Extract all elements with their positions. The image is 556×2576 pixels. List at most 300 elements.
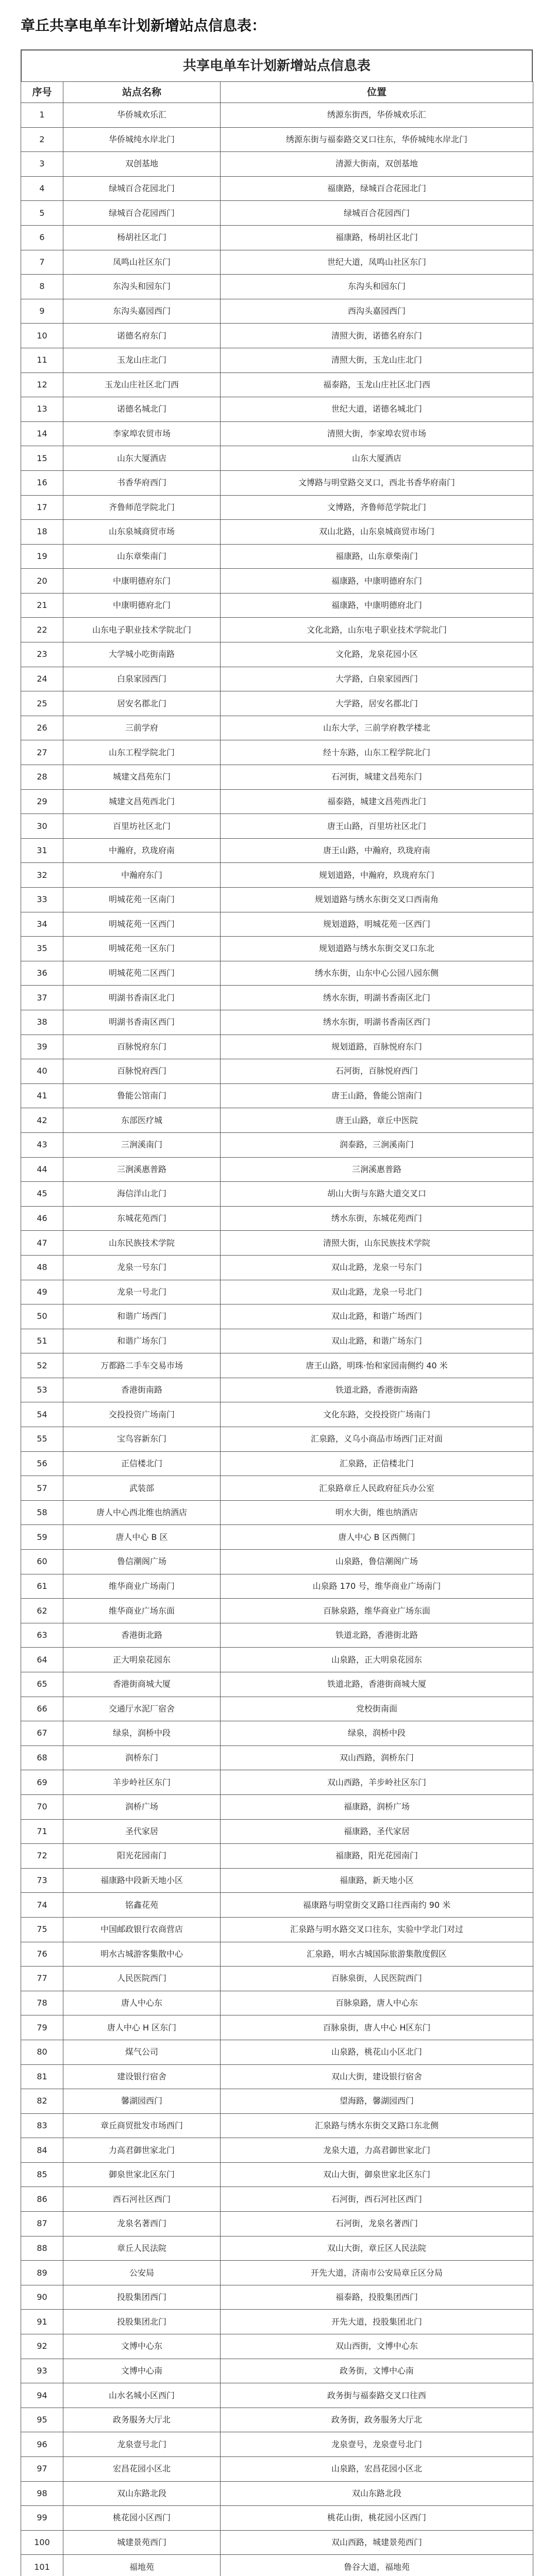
cell-index: 86 <box>21 2187 63 2212</box>
cell-location: 福康路，杨胡社区北门 <box>221 225 533 250</box>
table-row <box>21 1525 533 1550</box>
table-row <box>21 2064 533 2089</box>
cell-index: 52 <box>21 1353 63 1378</box>
cell-location: 百脉泉街，唐人中心 H区东门 <box>221 2015 533 2040</box>
cell-station-name: 东城花苑西门 <box>63 1206 221 1231</box>
cell-station-name: 东部医疗城 <box>63 1108 221 1133</box>
table-row <box>21 2310 533 2334</box>
cell-station-name: 中瀚府，玖珑府南 <box>63 838 221 863</box>
cell-index: 95 <box>21 2408 63 2432</box>
cell-station-name: 中瀚府东门 <box>63 863 221 888</box>
cell-index: 24 <box>21 667 63 691</box>
table-row <box>21 2212 533 2236</box>
station-table <box>21 81 533 2576</box>
cell-index: 60 <box>21 1550 63 1574</box>
table-row <box>21 1427 533 1452</box>
cell-station-name: 居安名郡北门 <box>63 691 221 716</box>
cell-station-name: 维华商业广场南门 <box>63 1574 221 1599</box>
table-row <box>21 863 533 888</box>
table-row <box>21 250 533 275</box>
cell-location: 规划道路与绣水东街交叉口东北 <box>221 937 533 961</box>
cell-index: 19 <box>21 544 63 569</box>
cell-index: 92 <box>21 2334 63 2359</box>
cell-location: 绿城百合花园西门 <box>221 201 533 226</box>
cell-index: 17 <box>21 495 63 520</box>
cell-station-name: 凤鸣山社区东门 <box>63 250 221 275</box>
cell-location: 大学路，白泉家园西门 <box>221 667 533 691</box>
cell-index: 31 <box>21 838 63 863</box>
cell-location: 唐王山路，中瀚府，玖珑府南 <box>221 838 533 863</box>
cell-location: 百脉泉路，维华商业广场东面 <box>221 1599 533 1623</box>
table-row <box>21 1770 533 1795</box>
cell-station-name: 圣代家居 <box>63 1819 221 1844</box>
cell-station-name: 百脉悦府西门 <box>63 1059 221 1084</box>
table-row <box>21 1157 533 1182</box>
table-row <box>21 667 533 691</box>
cell-location: 西沟头嘉园西门 <box>221 299 533 324</box>
cell-location: 文化北路，山东电子职业技术学院北门 <box>221 618 533 642</box>
cell-station-name: 煤气公司 <box>63 2040 221 2064</box>
cell-station-name: 唐人中心东 <box>63 1991 221 2015</box>
cell-station-name: 铭鑫花苑 <box>63 1893 221 1918</box>
cell-location: 百脉泉路，唐人中心东 <box>221 1991 533 2015</box>
cell-index: 75 <box>21 1917 63 1942</box>
cell-location: 龙泉大道，力高君御世家北门 <box>221 2138 533 2163</box>
table-row <box>21 1942 533 1967</box>
table-row <box>21 1451 533 1476</box>
cell-index: 26 <box>21 716 63 740</box>
cell-station-name: 唐人中心 B 区 <box>63 1525 221 1550</box>
cell-station-name: 城建文昌苑东门 <box>63 765 221 790</box>
cell-location: 东沟头和园东门 <box>221 275 533 299</box>
table-row <box>21 1206 533 1231</box>
cell-station-name: 大学城小吃街南路 <box>63 642 221 667</box>
cell-location: 双山北路，龙泉一号北门 <box>221 1280 533 1304</box>
table-row <box>21 789 533 814</box>
cell-location: 双山西路，城建景苑西门 <box>221 2530 533 2555</box>
cell-index: 58 <box>21 1500 63 1525</box>
table-row <box>21 740 533 765</box>
cell-station-name: 阳光花园南门 <box>63 1844 221 1869</box>
cell-index: 49 <box>21 1280 63 1304</box>
cell-location: 清照大街，诺德名府东门 <box>221 324 533 348</box>
cell-station-name: 山东泉城商贸市场 <box>63 520 221 545</box>
cell-station-name: 唐人中心西北维也纳酒店 <box>63 1500 221 1525</box>
cell-location: 唐王山路，鲁能公馆南门 <box>221 1083 533 1108</box>
table-row <box>21 2432 533 2457</box>
table-row <box>21 2408 533 2432</box>
cell-station-name: 明城花苑一区南门 <box>63 888 221 912</box>
table-row <box>21 1844 533 1869</box>
table-row <box>21 446 533 471</box>
cell-index: 33 <box>21 888 63 912</box>
table-row <box>21 176 533 201</box>
cell-station-name: 鲁能公馆南门 <box>63 1083 221 1108</box>
cell-station-name: 建设银行宿舍 <box>63 2064 221 2089</box>
table-row <box>21 225 533 250</box>
cell-location: 党校街南面 <box>221 1697 533 1721</box>
table-row <box>21 1550 533 1574</box>
cell-index: 68 <box>21 1745 63 1770</box>
cell-station-name: 明城花苑一区西门 <box>63 912 221 937</box>
cell-index: 40 <box>21 1059 63 1084</box>
table-row <box>21 2113 533 2138</box>
cell-station-name: 交通厅水泥厂宿舍 <box>63 1697 221 1721</box>
cell-index: 78 <box>21 1991 63 2015</box>
cell-index: 54 <box>21 1402 63 1427</box>
cell-index: 28 <box>21 765 63 790</box>
cell-station-name: 东沟头嘉园西门 <box>63 299 221 324</box>
cell-station-name: 华侨城纯水岸北门 <box>63 127 221 152</box>
cell-location: 唐人中心 B 区西侧门 <box>221 1525 533 1550</box>
table-row <box>21 593 533 618</box>
cell-index: 57 <box>21 1476 63 1501</box>
cell-location: 汇泉路与明水路交叉口往东，实验中学北门对过 <box>221 1917 533 1942</box>
table-row <box>21 2506 533 2531</box>
cell-station-name: 明湖书香南区北门 <box>63 986 221 1010</box>
cell-location: 开先大道，济南市公安局章丘区分局 <box>221 2261 533 2285</box>
table-row <box>21 1059 533 1084</box>
cell-station-name: 诺德名城北门 <box>63 397 221 422</box>
cell-location: 双山西路，羊步岭社区东门 <box>221 1770 533 1795</box>
table-row <box>21 2162 533 2187</box>
table-row <box>21 520 533 545</box>
cell-station-name: 御泉世家北区东门 <box>63 2162 221 2187</box>
cell-location: 明水大街，维也纳酒店 <box>221 1500 533 1525</box>
cell-station-name: 中康明德府东门 <box>63 569 221 594</box>
table-row <box>21 2138 533 2163</box>
cell-station-name: 山东工程学院北门 <box>63 740 221 765</box>
cell-station-name: 万都路二手车交易市场 <box>63 1353 221 1378</box>
cell-index: 39 <box>21 1035 63 1059</box>
cell-location: 绣水东街，山东中心公园八园东侧 <box>221 961 533 986</box>
table-body <box>21 103 533 2576</box>
table-row <box>21 1745 533 1770</box>
cell-index: 50 <box>21 1304 63 1329</box>
cell-station-name: 润桥东门 <box>63 1745 221 1770</box>
cell-station-name: 交投投资广场南门 <box>63 1402 221 1427</box>
cell-location: 福康路，中康明德府北门 <box>221 593 533 618</box>
cell-station-name: 城建文昌苑西北门 <box>63 789 221 814</box>
cell-location: 双山大街，章丘区人民法院 <box>221 2236 533 2261</box>
table-row <box>21 2359 533 2383</box>
cell-station-name: 维华商业广场东面 <box>63 1599 221 1623</box>
cell-station-name: 玉龙山庄北门 <box>63 348 221 372</box>
cell-location: 清源大街南，双创基地 <box>221 152 533 177</box>
table-header-row <box>21 82 533 103</box>
cell-location: 唐王山路，百里坊社区北门 <box>221 814 533 839</box>
cell-index: 56 <box>21 1451 63 1476</box>
cell-index: 53 <box>21 1378 63 1402</box>
table-row <box>21 1035 533 1059</box>
cell-station-name: 文博中心东 <box>63 2334 221 2359</box>
cell-station-name: 馨湖园西门 <box>63 2089 221 2114</box>
cell-station-name: 百里坊社区北门 <box>63 814 221 839</box>
cell-station-name: 中国邮政银行农商营店 <box>63 1917 221 1942</box>
table-row <box>21 127 533 152</box>
table-row <box>21 2334 533 2359</box>
cell-location: 规划道路，中瀚府，玖珑府东门 <box>221 863 533 888</box>
cell-location: 铁道北路，香港街北路 <box>221 1623 533 1648</box>
cell-index: 51 <box>21 1329 63 1353</box>
cell-index: 99 <box>21 2506 63 2531</box>
cell-location: 百脉泉街，人民医院西门 <box>221 1967 533 1991</box>
cell-index: 59 <box>21 1525 63 1550</box>
cell-index: 10 <box>21 324 63 348</box>
cell-station-name: 桃花园小区西门 <box>63 2506 221 2531</box>
cell-index: 25 <box>21 691 63 716</box>
cell-station-name: 鲁信潮阁广场 <box>63 1550 221 1574</box>
table-row <box>21 421 533 446</box>
cell-location: 规划道路，百脉悦府东门 <box>221 1035 533 1059</box>
cell-index: 30 <box>21 814 63 839</box>
cell-index: 91 <box>21 2310 63 2334</box>
table-row <box>21 1255 533 1280</box>
cell-station-name: 明城花苑二区西门 <box>63 961 221 986</box>
cell-location: 福泰路，城建文昌苑西北门 <box>221 789 533 814</box>
cell-station-name: 白泉家园西门 <box>63 667 221 691</box>
cell-station-name: 双创基地 <box>63 152 221 177</box>
cell-station-name: 明湖书香南区西门 <box>63 1010 221 1035</box>
cell-station-name: 华侨城欢乐汇 <box>63 103 221 128</box>
cell-station-name: 双山东路北段 <box>63 2481 221 2506</box>
cell-index: 72 <box>21 1844 63 1869</box>
cell-location: 山东大厦酒店 <box>221 446 533 471</box>
cell-index: 41 <box>21 1083 63 1108</box>
cell-station-name: 武装部 <box>63 1476 221 1501</box>
table-row <box>21 2530 533 2555</box>
cell-station-name: 山东电子职业技术学院北门 <box>63 618 221 642</box>
cell-index: 3 <box>21 152 63 177</box>
table-row <box>21 495 533 520</box>
cell-index: 83 <box>21 2113 63 2138</box>
cell-index: 82 <box>21 2089 63 2114</box>
cell-station-name: 李家埠农贸市场 <box>63 421 221 446</box>
cell-station-name: 香港街南路 <box>63 1378 221 1402</box>
cell-index: 66 <box>21 1697 63 1721</box>
cell-station-name: 宏昌花园小区北 <box>63 2457 221 2482</box>
table-row <box>21 544 533 569</box>
table-row <box>21 1967 533 1991</box>
table-row <box>21 1599 533 1623</box>
table-row <box>21 1304 533 1329</box>
table-row <box>21 2383 533 2408</box>
cell-station-name: 投股集团北门 <box>63 2310 221 2334</box>
cell-station-name: 文博中心南 <box>63 2359 221 2383</box>
cell-index: 29 <box>21 789 63 814</box>
table-row <box>21 716 533 740</box>
cell-station-name: 香港街商城大厦 <box>63 1672 221 1697</box>
cell-station-name: 绿城百合花园西门 <box>63 201 221 226</box>
table-row <box>21 1378 533 1402</box>
cell-station-name: 山东大厦酒店 <box>63 446 221 471</box>
cell-location: 福康路，新天地小区 <box>221 1868 533 1893</box>
cell-index: 55 <box>21 1427 63 1452</box>
cell-location: 双山北路，龙泉一号东门 <box>221 1255 533 1280</box>
cell-index: 21 <box>21 593 63 618</box>
cell-station-name: 西石河社区西门 <box>63 2187 221 2212</box>
cell-location: 清照大街，山东民族技术学院 <box>221 1231 533 1256</box>
cell-station-name: 章丘商贸批发市场西门 <box>63 2113 221 2138</box>
cell-station-name: 公安局 <box>63 2261 221 2285</box>
cell-location: 汇泉路章丘人民政府征兵办公室 <box>221 1476 533 1501</box>
cell-location: 山东大学，三前学府教学楼北 <box>221 716 533 740</box>
cell-location: 文化东路，交投投资广场南门 <box>221 1402 533 1427</box>
table-row <box>21 103 533 128</box>
cell-station-name: 山东民族技术学院 <box>63 1231 221 1256</box>
cell-station-name: 玉龙山庄社区北门西 <box>63 372 221 397</box>
cell-location: 世纪大道，凤鸣山社区东门 <box>221 250 533 275</box>
cell-location: 福康路，绿城百合花园北门 <box>221 176 533 201</box>
cell-location: 唐王山路，明珠·怡和家园南侧约 40 米 <box>221 1353 533 1378</box>
table-row <box>21 912 533 937</box>
cell-location: 世纪大道，诺德名城北门 <box>221 397 533 422</box>
cell-index: 16 <box>21 470 63 495</box>
cell-index: 11 <box>21 348 63 372</box>
cell-location: 开先大道，投股集团北门 <box>221 2310 533 2334</box>
cell-index: 6 <box>21 225 63 250</box>
table-row <box>21 1476 533 1501</box>
table-row <box>21 152 533 177</box>
table-row <box>21 2040 533 2064</box>
cell-location: 政务街，政务服务大厅北 <box>221 2408 533 2432</box>
table-row <box>21 2481 533 2506</box>
cell-location: 福康路，圣代家居 <box>221 1819 533 1844</box>
cell-index: 18 <box>21 520 63 545</box>
table-row <box>21 275 533 299</box>
cell-location: 铁道北路，香港街南路 <box>221 1378 533 1402</box>
table-row <box>21 765 533 790</box>
cell-station-name: 绿城百合花园北门 <box>63 176 221 201</box>
cell-station-name: 唐人中心 H 区东门 <box>63 2015 221 2040</box>
cell-index: 77 <box>21 1967 63 1991</box>
cell-location: 铁道北路，香港街商城大厦 <box>221 1672 533 1697</box>
cell-index: 22 <box>21 618 63 642</box>
cell-station-name: 明水古城游客集散中心 <box>63 1942 221 1967</box>
station-table-container <box>21 49 533 2576</box>
table-row <box>21 642 533 667</box>
table-row <box>21 1794 533 1819</box>
table-row <box>21 2261 533 2285</box>
table-row <box>21 986 533 1010</box>
cell-location: 绿泉，润桥中段 <box>221 1721 533 1746</box>
cell-station-name: 海信洋山北门 <box>63 1182 221 1207</box>
cell-index: 79 <box>21 2015 63 2040</box>
cell-index: 73 <box>21 1868 63 1893</box>
table-row <box>21 1574 533 1599</box>
cell-index: 76 <box>21 1942 63 1967</box>
table-row <box>21 1182 533 1207</box>
cell-location: 绣水东街，明湖书香南区西门 <box>221 1010 533 1035</box>
cell-index: 81 <box>21 2064 63 2089</box>
cell-location: 石河街，龙泉名著西门 <box>221 2212 533 2236</box>
cell-location: 政务街与福泰路交叉口往西 <box>221 2383 533 2408</box>
cell-location: 福泰路，投股集团西门 <box>221 2285 533 2310</box>
cell-index: 84 <box>21 2138 63 2163</box>
table-row <box>21 1108 533 1133</box>
cell-location: 望海路，馨湖园西门 <box>221 2089 533 2114</box>
table-row <box>21 348 533 372</box>
cell-location: 政务街，文博中心南 <box>221 2359 533 2383</box>
table-row <box>21 1991 533 2015</box>
table-row <box>21 2285 533 2310</box>
cell-index: 32 <box>21 863 63 888</box>
cell-index: 69 <box>21 1770 63 1795</box>
cell-index: 88 <box>21 2236 63 2261</box>
table-row <box>21 1402 533 1427</box>
cell-location: 双山大街，建设银行宿舍 <box>221 2064 533 2089</box>
cell-location: 经十东路，山东工程学院北门 <box>221 740 533 765</box>
cell-index: 70 <box>21 1794 63 1819</box>
cell-index: 47 <box>21 1231 63 1256</box>
cell-location: 三涧溪惠普路 <box>221 1157 533 1182</box>
cell-location: 双山北路，和谐广场西门 <box>221 1304 533 1329</box>
cell-index: 101 <box>21 2555 63 2576</box>
table-row <box>21 372 533 397</box>
cell-location: 唐王山路，章丘中医院 <box>221 1108 533 1133</box>
cell-location: 双山东路北段 <box>221 2481 533 2506</box>
cell-index: 64 <box>21 1648 63 1672</box>
cell-location: 绣源东街与福泰路交叉口往东，华侨城纯水岸北门 <box>221 127 533 152</box>
table-row <box>21 1697 533 1721</box>
cell-station-name: 齐鲁师范学院北门 <box>63 495 221 520</box>
cell-index: 74 <box>21 1893 63 1918</box>
cell-station-name: 杨胡社区北门 <box>63 225 221 250</box>
table-row <box>21 2236 533 2261</box>
cell-index: 43 <box>21 1132 63 1157</box>
cell-station-name: 力高君御世家北门 <box>63 2138 221 2163</box>
table-row <box>21 299 533 324</box>
table-row <box>21 814 533 839</box>
cell-location: 福泰路，玉龙山庄社区北门西 <box>221 372 533 397</box>
table-row <box>21 2457 533 2482</box>
table-row <box>21 618 533 642</box>
table-title: 共享电单车计划新增站点信息表 <box>21 49 533 81</box>
cell-index: 2 <box>21 127 63 152</box>
table-row <box>21 1329 533 1353</box>
cell-index: 97 <box>21 2457 63 2482</box>
cell-station-name: 山水名城小区西门 <box>63 2383 221 2408</box>
cell-station-name: 人民医院西门 <box>63 1967 221 1991</box>
cell-index: 71 <box>21 1819 63 1844</box>
cell-index: 9 <box>21 299 63 324</box>
cell-station-name: 三前学府 <box>63 716 221 740</box>
table-row <box>21 1868 533 1893</box>
cell-station-name: 福康路中段新天地小区 <box>63 1868 221 1893</box>
cell-location: 石河街，百脉悦府西门 <box>221 1059 533 1084</box>
cell-index: 7 <box>21 250 63 275</box>
cell-location: 绣水东街，明湖书香南区北门 <box>221 986 533 1010</box>
cell-location: 山泉路，宏昌花园小区北 <box>221 2457 533 2482</box>
cell-location: 绣源东街西，华侨城欢乐汇 <box>221 103 533 128</box>
cell-location: 汇泉路，明水古城国际旅游集散度假区 <box>221 1942 533 1967</box>
cell-index: 44 <box>21 1157 63 1182</box>
column-header-station-name: 站点名称 <box>63 82 221 103</box>
cell-station-name: 羊步岭社区东门 <box>63 1770 221 1795</box>
cell-index: 34 <box>21 912 63 937</box>
table-row <box>21 324 533 348</box>
cell-index: 90 <box>21 2285 63 2310</box>
cell-location: 胡山大街与东路大道交叉口 <box>221 1182 533 1207</box>
cell-station-name: 百脉悦府东门 <box>63 1035 221 1059</box>
cell-location: 文化路，龙泉花园小区 <box>221 642 533 667</box>
cell-index: 14 <box>21 421 63 446</box>
table-row <box>21 1819 533 1844</box>
column-header-index: 序号 <box>21 82 63 103</box>
cell-location: 绣水东街，东城花苑西门 <box>221 1206 533 1231</box>
cell-station-name: 章丘人民法院 <box>63 2236 221 2261</box>
table-row <box>21 691 533 716</box>
